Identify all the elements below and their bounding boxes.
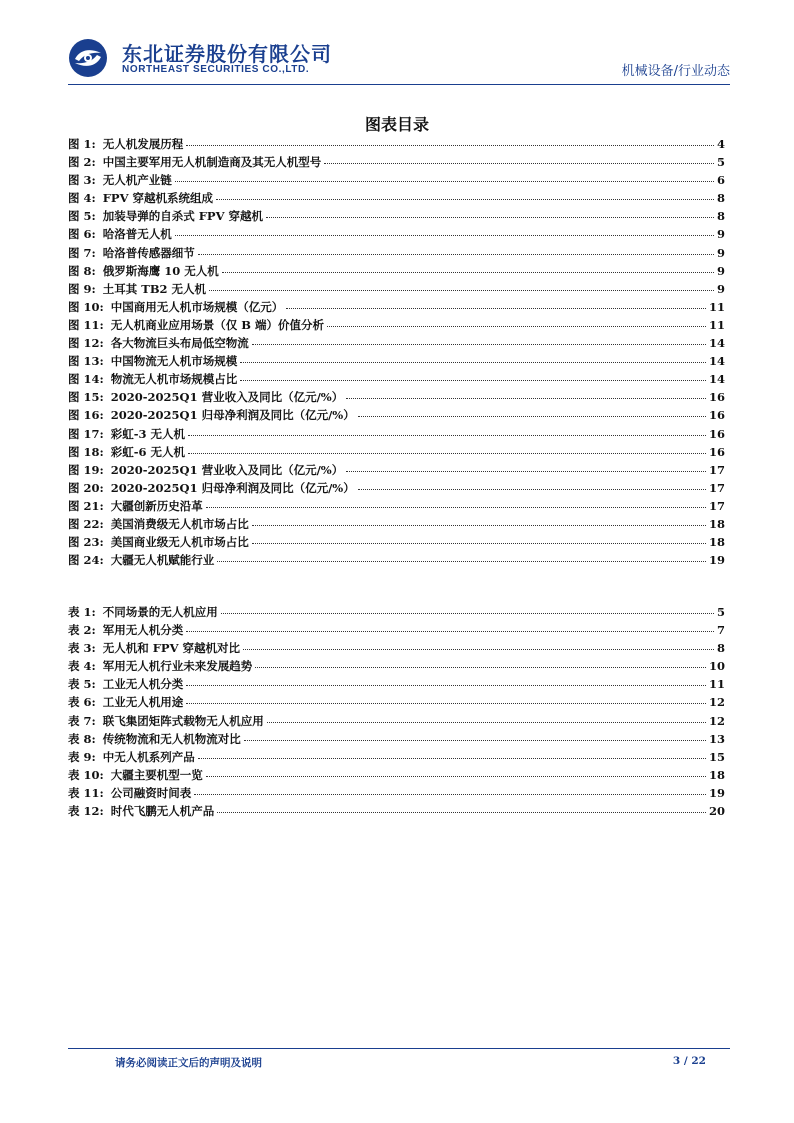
- entry-caption: 大疆创新历史沿革: [110, 498, 203, 513]
- table-toc-entry[interactable]: [68, 676, 725, 694]
- entry-page: 11: [708, 317, 725, 332]
- entry-page: 9: [716, 227, 725, 242]
- entry-number: 图 15:: [68, 390, 104, 405]
- company-logo-icon: [68, 38, 108, 78]
- entry-caption: 物流无人机市场规模占比: [110, 372, 238, 387]
- entry-page: 18: [708, 516, 725, 531]
- entry-number: 图 9:: [68, 281, 96, 296]
- entry-page: 9: [716, 281, 725, 296]
- footer-divider: [68, 1048, 730, 1049]
- dot-leader: [217, 812, 706, 813]
- entry-number: 图 12:: [68, 336, 104, 351]
- entry-number: 图 17:: [68, 426, 104, 441]
- page-header: [68, 34, 730, 84]
- table-toc-entry[interactable]: [68, 713, 725, 731]
- figure-toc-entry[interactable]: [68, 281, 725, 299]
- entry-page: 5: [716, 155, 725, 170]
- entry-page: 7: [716, 623, 725, 638]
- dot-leader: [206, 507, 706, 508]
- dot-leader: [252, 525, 706, 526]
- figure-toc-entry[interactable]: [68, 552, 725, 570]
- dot-leader: [175, 181, 714, 182]
- entry-number: 表 11:: [68, 785, 104, 800]
- figure-toc-entry[interactable]: [68, 444, 725, 462]
- figure-toc-entry[interactable]: [68, 335, 725, 353]
- figure-toc-entry[interactable]: [68, 172, 725, 190]
- figure-toc-entry[interactable]: [68, 190, 725, 208]
- entry-caption: 2020-2025Q1 归母净利润及同比（亿元/%）: [110, 480, 355, 495]
- entry-caption: 各大物流巨头布局低空物流: [110, 336, 249, 351]
- entry-number: 图 13:: [68, 354, 104, 369]
- dot-leader: [346, 471, 706, 472]
- entry-caption: 加装导弹的自杀式 FPV 穿越机: [102, 209, 264, 224]
- entry-caption: 工业无人机用途: [102, 695, 184, 710]
- entry-number: 图 8:: [68, 263, 96, 278]
- dot-leader: [240, 362, 706, 363]
- entry-page: 12: [708, 713, 725, 728]
- dot-leader: [221, 613, 714, 614]
- table-toc-entry[interactable]: [68, 803, 725, 821]
- entry-caption: 大疆无人机赋能行业: [110, 553, 215, 568]
- entry-page: 13: [708, 731, 725, 746]
- entry-number: 图 23:: [68, 535, 104, 550]
- entry-caption: 无人机商业应用场景（仅 B 端）价值分析: [110, 317, 324, 332]
- entry-page: 11: [708, 299, 725, 314]
- entry-number: 图 14:: [68, 372, 104, 387]
- dot-leader: [188, 453, 706, 454]
- figure-list: [68, 136, 725, 570]
- entry-caption: 传统物流和无人机物流对比: [102, 731, 241, 746]
- entry-number: 表 12:: [68, 804, 104, 819]
- table-toc-entry[interactable]: [68, 640, 725, 658]
- page-number: 3 / 22: [672, 1055, 706, 1067]
- entry-page: 20: [708, 804, 725, 819]
- entry-page: 16: [708, 390, 725, 405]
- table-toc-entry[interactable]: [68, 622, 725, 640]
- entry-caption: 工业无人机分类: [102, 677, 184, 692]
- entry-caption: 军用无人机行业未来发展趋势: [102, 659, 253, 674]
- dot-leader: [222, 272, 714, 273]
- entry-number: 表 1:: [68, 605, 96, 619]
- table-toc-entry[interactable]: [68, 604, 725, 622]
- figure-toc-entry[interactable]: [68, 389, 725, 407]
- dot-leader: [243, 649, 714, 650]
- dot-leader: [358, 489, 706, 490]
- figure-toc-entry[interactable]: [68, 534, 725, 552]
- entry-caption: 时代飞鹏无人机产品: [110, 804, 215, 819]
- entry-number: 图 22:: [68, 516, 104, 531]
- entry-caption: 中无人机系列产品: [102, 749, 195, 764]
- entry-number: 表 9:: [68, 749, 96, 764]
- entry-number: 表 2:: [68, 623, 96, 638]
- report-category: 机械设备/行业动态: [621, 64, 730, 79]
- entry-number: 图 7:: [68, 245, 96, 260]
- entry-caption: 联飞集团矩阵式载物无人机应用: [102, 713, 264, 728]
- entry-caption: 中国主要军用无人机制造商及其无人机型号: [102, 155, 322, 170]
- entry-page: 15: [708, 749, 725, 764]
- dot-leader: [186, 685, 706, 686]
- entry-page: 4: [716, 137, 725, 151]
- entry-number: 图 19:: [68, 462, 104, 477]
- entry-page: 8: [716, 641, 725, 656]
- entry-page: 11: [708, 677, 725, 692]
- dot-leader: [252, 344, 706, 345]
- table-toc-entry[interactable]: [68, 658, 725, 676]
- dot-leader: [266, 217, 714, 218]
- dot-leader: [194, 794, 706, 795]
- dot-leader: [240, 380, 706, 381]
- entry-number: 图 10:: [68, 299, 104, 314]
- dot-leader: [324, 163, 714, 164]
- figure-toc-entry[interactable]: [68, 426, 725, 444]
- entry-number: 表 4:: [68, 659, 96, 674]
- entry-caption: 2020-2025Q1 归母净利润及同比（亿元/%）: [110, 408, 355, 423]
- dot-leader: [188, 435, 706, 436]
- dot-leader: [186, 631, 714, 632]
- dot-leader: [186, 703, 706, 704]
- table-toc-entry[interactable]: [68, 731, 725, 749]
- dot-leader: [198, 758, 706, 759]
- figure-toc-entry[interactable]: [68, 208, 725, 226]
- entry-page: 8: [716, 209, 725, 224]
- entry-caption: 无人机发展历程: [102, 137, 184, 151]
- entry-page: 17: [708, 480, 725, 495]
- entry-caption: 军用无人机分类: [102, 623, 184, 638]
- entry-caption: 不同场景的无人机应用: [102, 605, 218, 619]
- figure-toc-entry[interactable]: [68, 498, 725, 516]
- entry-caption: 大疆主要机型一览: [110, 767, 203, 782]
- entry-caption: 哈洛普无人机: [102, 227, 172, 242]
- entry-number: 图 1:: [68, 137, 96, 151]
- table-toc-entry[interactable]: [68, 767, 725, 785]
- entry-caption: 哈洛普传感器细节: [102, 245, 195, 260]
- figure-toc-entry[interactable]: [68, 480, 725, 498]
- entry-page: 9: [716, 263, 725, 278]
- entry-number: 图 24:: [68, 553, 104, 568]
- entry-number: 图 2:: [68, 155, 96, 170]
- header-divider: [68, 84, 730, 85]
- entry-caption: 中国商用无人机市场规模（亿元）: [110, 299, 284, 314]
- entry-page: 5: [716, 605, 725, 619]
- entry-caption: 土耳其 TB2 无人机: [102, 281, 207, 296]
- dot-leader: [186, 145, 714, 146]
- entry-number: 图 5:: [68, 209, 96, 224]
- figure-toc-entry[interactable]: [68, 299, 725, 317]
- dot-leader: [216, 199, 714, 200]
- entry-page: 18: [708, 535, 725, 550]
- entry-number: 图 16:: [68, 408, 104, 423]
- entry-page: 8: [716, 191, 725, 206]
- figure-toc-entry[interactable]: [68, 226, 725, 244]
- entry-page: 14: [708, 336, 725, 351]
- entry-number: 表 6:: [68, 695, 96, 710]
- dot-leader: [267, 722, 706, 723]
- entry-number: 图 21:: [68, 498, 104, 513]
- entry-number: 表 7:: [68, 713, 96, 728]
- entry-caption: 中国物流无人机市场规模: [110, 354, 238, 369]
- entry-caption: 2020-2025Q1 营业收入及同比（亿元/%）: [110, 462, 344, 477]
- entry-caption: 无人机和 FPV 穿越机对比: [102, 641, 241, 656]
- entry-number: 图 20:: [68, 480, 104, 495]
- dot-leader: [198, 254, 714, 255]
- entry-number: 图 3:: [68, 173, 96, 188]
- entry-caption: FPV 穿越机系统组成: [102, 191, 214, 206]
- entry-page: 19: [708, 553, 725, 568]
- table-toc-entry[interactable]: [68, 785, 725, 803]
- figure-toc-entry[interactable]: [68, 462, 725, 480]
- table-list: [68, 604, 725, 821]
- entry-page: 19: [708, 785, 725, 800]
- dot-leader: [255, 667, 706, 668]
- company-name-en: NORTHEAST SECURITIES CO.,LTD.: [122, 64, 310, 75]
- dot-leader: [346, 398, 706, 399]
- figure-toc-entry[interactable]: [68, 245, 725, 263]
- entry-caption: 2020-2025Q1 营业收入及同比（亿元/%）: [110, 390, 344, 405]
- entry-page: 14: [708, 372, 725, 387]
- toc-title: 图表目录: [364, 115, 429, 134]
- entry-number: 表 8:: [68, 731, 96, 746]
- dot-leader: [244, 740, 706, 741]
- figure-toc-entry[interactable]: [68, 516, 725, 534]
- entry-page: 14: [708, 354, 725, 369]
- table-toc-entry[interactable]: [68, 694, 725, 712]
- dot-leader: [252, 543, 706, 544]
- dot-leader: [217, 561, 706, 562]
- figure-toc-entry[interactable]: [68, 263, 725, 281]
- entry-page: 12: [708, 695, 725, 710]
- figure-toc-entry[interactable]: [68, 317, 725, 335]
- dot-leader: [358, 416, 706, 417]
- entry-caption: 无人机产业链: [102, 173, 172, 188]
- figure-toc-entry[interactable]: [68, 407, 725, 425]
- figure-toc-entry[interactable]: [68, 154, 725, 172]
- entry-page: 10: [708, 659, 725, 674]
- entry-number: 表 10:: [68, 767, 104, 782]
- entry-caption: 美国消费级无人机市场占比: [110, 516, 249, 531]
- figure-toc-entry[interactable]: [68, 353, 725, 371]
- entry-caption: 公司融资时间表: [110, 785, 192, 800]
- entry-page: 18: [708, 767, 725, 782]
- entry-number: 表 3:: [68, 641, 96, 656]
- dot-leader: [206, 776, 706, 777]
- entry-page: 9: [716, 245, 725, 260]
- table-toc-entry[interactable]: [68, 749, 725, 767]
- entry-page: 17: [708, 498, 725, 513]
- disclaimer-note: 请务必阅读正文后的声明及说明: [115, 1057, 262, 1069]
- dot-leader: [175, 235, 714, 236]
- entry-number: 表 5:: [68, 677, 96, 692]
- entry-page: 6: [716, 173, 725, 188]
- dot-leader: [327, 326, 706, 327]
- entry-page: 16: [708, 444, 725, 459]
- figure-toc-entry[interactable]: [68, 371, 725, 389]
- entry-number: 图 18:: [68, 444, 104, 459]
- entry-number: 图 4:: [68, 191, 96, 206]
- entry-number: 图 11:: [68, 317, 104, 332]
- figure-toc-entry[interactable]: [68, 136, 725, 154]
- dot-leader: [286, 308, 706, 309]
- entry-caption: 彩虹-6 无人机: [110, 444, 186, 459]
- entry-caption: 俄罗斯海鹰 10 无人机: [102, 263, 219, 278]
- dot-leader: [209, 290, 714, 291]
- entry-page: 17: [708, 462, 725, 477]
- entry-page: 16: [708, 408, 725, 423]
- entry-caption: 彩虹-3 无人机: [110, 426, 186, 441]
- entry-page: 16: [708, 426, 725, 441]
- entry-caption: 美国商业级无人机市场占比: [110, 535, 249, 550]
- company-name-cn: 东北证券股份有限公司: [122, 42, 332, 66]
- entry-number: 图 6:: [68, 227, 96, 242]
